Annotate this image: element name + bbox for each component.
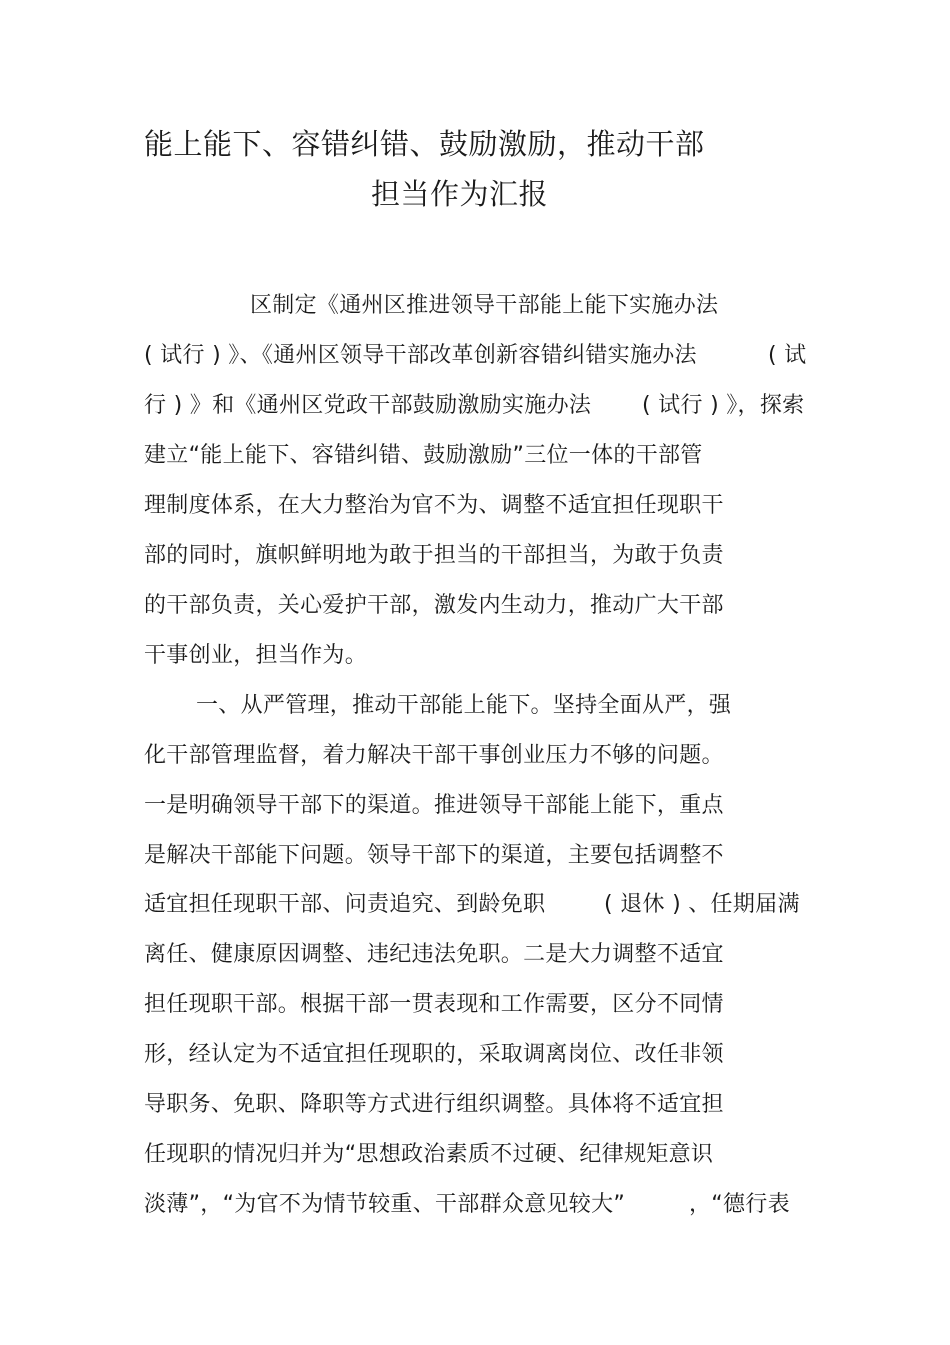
paragraph-line: 是解决干部能下问题。领导干部下的渠道，主要包括调整不 [144,843,724,868]
paragraph-line: ( 试 [768,343,807,368]
paragraph-line: 区制定《通州区推进领导干部能上能下实施办法 [250,293,719,318]
paragraph-line: ( 试行 ) 》、《通州区领导干部改革创新容错纠错实施办法 [144,343,697,368]
paragraph-line: 建立“能上能下、容错纠错、鼓励激励”三位一体的干部管 [144,443,703,468]
paragraph-line: 化干部管理监督，着力解决干部干事创业压力不够的问题。 [144,743,724,768]
paragraph-line: 部的同时，旗帜鲜明地为敢于担当的干部担当，为敢于负责 [144,543,724,568]
paragraph-line: 导职务、免职、降职等方式进行组织调整。具体将不适宜担 [144,1092,724,1117]
paragraph-line: 担任现职干部。根据干部一贯表现和工作需要，区分不同情 [144,992,724,1017]
paragraph-line: 淡薄”，“为官不为情节较重、干部群众意见较大” [144,1192,626,1217]
paragraph-line: 干事创业，担当作为。 [144,643,368,668]
paragraph-line: 的干部负责，关心爱护干部，激发内生动力，推动广大干部 [144,593,724,618]
paragraph-line: 任现职的情况归并为“思想政治素质不过硬、纪律规矩意识 [144,1142,714,1167]
paragraph-line: 一是明确领导干部下的渠道。推进领导干部能上能下，重点 [144,793,724,818]
paragraph-line: 适宜担任现职干部、问责追究、到龄免职 [144,892,546,917]
paragraph-line: 形，经认定为不适宜担任现职的，采取调离岗位、改任非领 [144,1042,724,1067]
document-title-line-1: 能上能下、容错纠错、鼓励激励，推动干部 [144,127,705,161]
document-title-line-2: 担当作为汇报 [371,177,549,211]
paragraph-line: 离任、健康原因调整、违纪违法免职。二是大力调整不适宜 [144,942,724,967]
paragraph-line: 一、从严管理，推动干部能上能下。坚持全面从严，强 [196,693,732,718]
paragraph-line: 行 ) 》和《通州区党政干部鼓励激励实施办法 [144,393,592,418]
paragraph-line: ( 试行 ) 》，探索 [642,393,805,418]
paragraph-line: ，“德行表 [689,1192,790,1217]
paragraph-line: 理制度体系，在大力整治为官不为、调整不适宜担任现职干 [144,493,724,518]
paragraph-line: ( 退休 ) 、任期届满 [604,892,800,917]
